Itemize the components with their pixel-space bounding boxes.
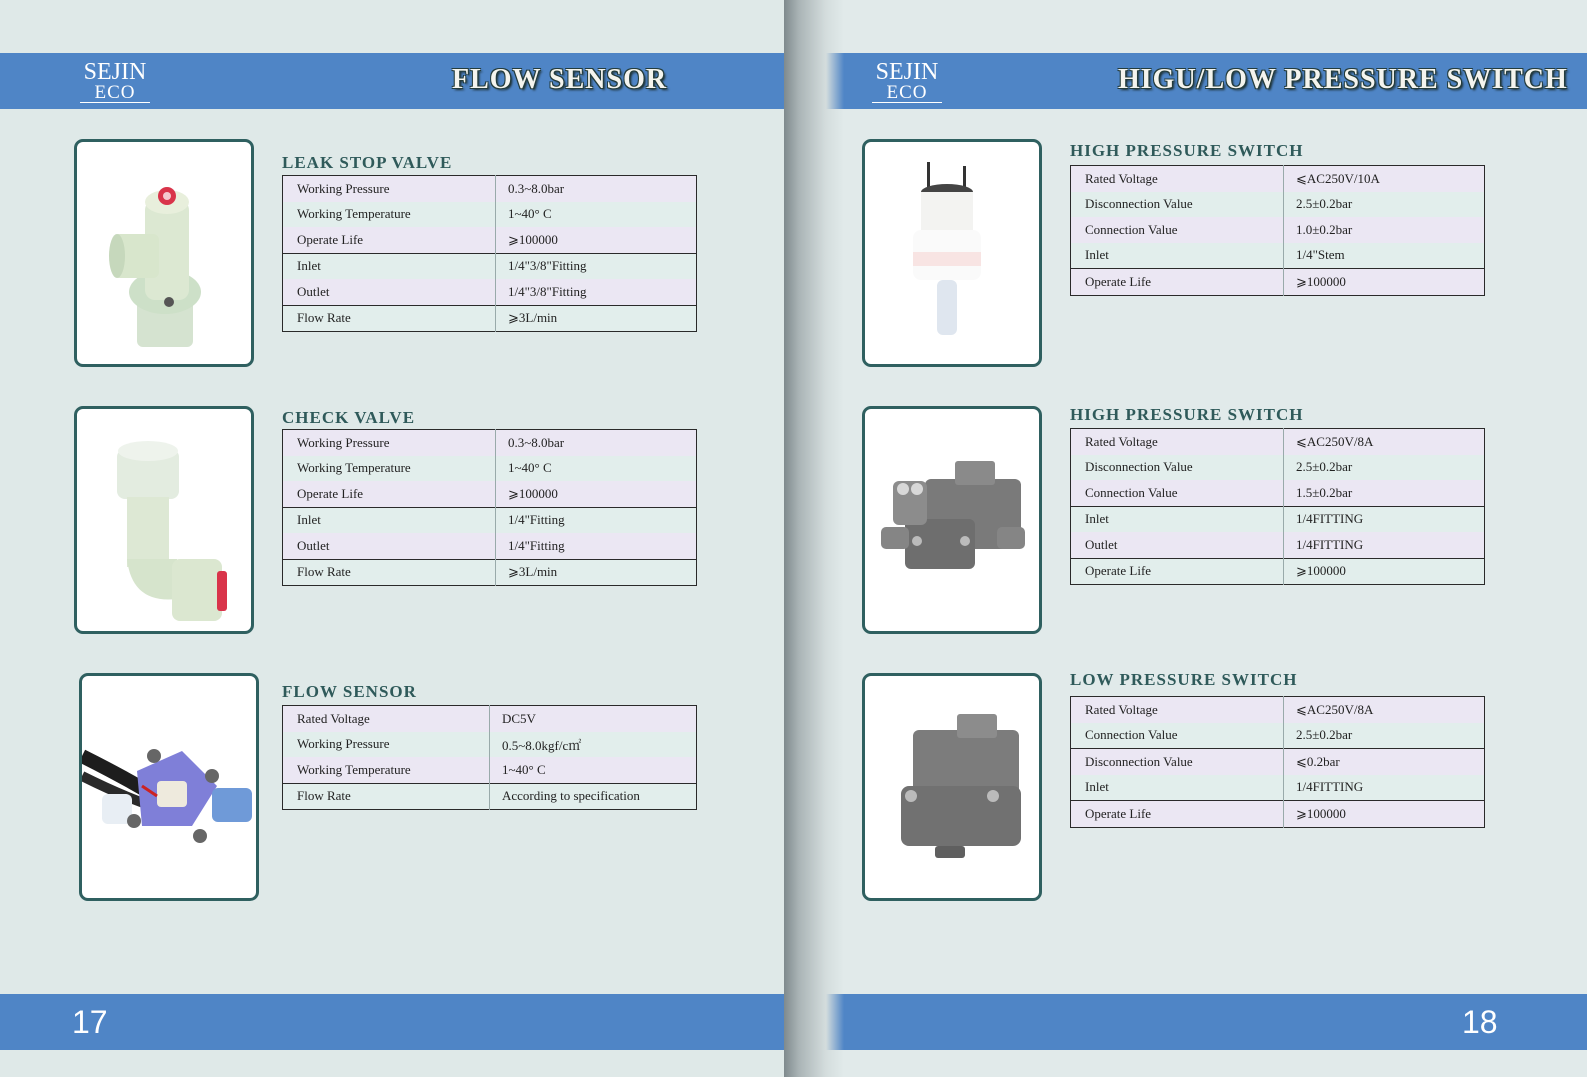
table-row: Operate Life ⩾100000 [1071, 269, 1485, 296]
table-row: Disconnection Value ⩽0.2bar [1071, 749, 1485, 775]
spec-table-check-valve [282, 429, 697, 586]
table-row: Inlet 1/4"3/8"Fitting [283, 253, 697, 279]
high-pressure-switch-2-picture [865, 409, 1039, 631]
table-row: Rated Voltage DC5V [283, 706, 697, 732]
table-row: Flow Rate According to specification [283, 783, 697, 810]
spec-table-low-pressure-switch [1070, 696, 1485, 828]
table-row: Working Pressure 0.3~8.0bar [283, 430, 697, 456]
table-row: Working Pressure 0.3~8.0bar [283, 176, 697, 202]
product-title: FLOW SENSOR [282, 682, 417, 701]
product-image-high-pressure-switch-2 [862, 406, 1042, 634]
table-row: Operate Life ⩾100000 [1071, 558, 1485, 585]
right-page [792, 0, 1587, 1077]
footer-band [0, 994, 792, 1050]
table-row: Working Temperature 1~40° C [283, 202, 697, 228]
page-number: 18 [1462, 1004, 1498, 1040]
table-row: Working Temperature 1~40° C [283, 456, 697, 482]
low-pressure-switch-picture [865, 676, 1039, 898]
table-row: Outlet 1/4"3/8"Fitting [283, 279, 697, 305]
page-title: HIGU/LOW PRESSURE SWITCH [1118, 64, 1568, 95]
page-number: 17 [72, 1004, 108, 1040]
product-image-high-pressure-switch-1 [862, 139, 1042, 367]
table-row: Inlet 1/4"Stem [1071, 243, 1485, 269]
spec-table-high-pressure-switch-2 [1070, 428, 1485, 585]
table-row: Operate Life ⩾100000 [1071, 801, 1485, 828]
brand-logo: SEJIN ECO [80, 60, 150, 103]
table-row: Working Temperature 1~40° C [283, 757, 697, 783]
table-row: Operate Life ⩾100000 [283, 481, 697, 507]
product-image-check-valve [74, 406, 254, 634]
product-title: LOW PRESSURE SWITCH [1070, 670, 1298, 689]
table-row: Flow Rate ⩾3L/min [283, 305, 697, 332]
table-row: Outlet 1/4FITTING [1071, 532, 1485, 558]
product-image-flow-sensor [79, 673, 259, 901]
table-row: Inlet 1/4FITTING [1071, 506, 1485, 532]
check-valve-picture [77, 409, 251, 631]
table-row: Connection Value 1.5±0.2bar [1071, 480, 1485, 506]
flow-sensor-picture [82, 676, 256, 898]
product-image-leak-stop-valve [74, 139, 254, 367]
product-image-low-pressure-switch [862, 673, 1042, 901]
table-row: Inlet 1/4"Fitting [283, 507, 697, 533]
product-title: HIGH PRESSURE SWITCH [1070, 405, 1304, 424]
spec-table-leak-stop-valve [282, 175, 697, 332]
table-row: Rated Voltage ⩽AC250V/10A [1071, 166, 1485, 192]
table-row: Operate Life ⩾100000 [283, 227, 697, 253]
table-row: Rated Voltage ⩽AC250V/8A [1071, 429, 1485, 455]
table-row: Inlet 1/4FITTING [1071, 775, 1485, 801]
table-row: Outlet 1/4"Fitting [283, 533, 697, 559]
left-page [0, 0, 792, 1077]
high-pressure-switch-1-picture [865, 142, 1039, 364]
leak-stop-valve-picture [77, 142, 251, 364]
product-title: LEAK STOP VALVE [282, 153, 453, 172]
product-title: HIGH PRESSURE SWITCH [1070, 141, 1304, 160]
table-row: Working Pressure 0.5~8.0kgf/c㎡ [283, 732, 697, 758]
spec-table-flow-sensor [282, 705, 697, 810]
book-gutter-shadow [784, 0, 844, 1077]
brand-logo: SEJIN ECO [872, 60, 942, 103]
table-row: Connection Value 2.5±0.2bar [1071, 723, 1485, 749]
page-title: FLOW SENSOR [452, 64, 668, 95]
table-row: Flow Rate ⩾3L/min [283, 559, 697, 586]
table-row: Disconnection Value 2.5±0.2bar [1071, 455, 1485, 481]
table-row: Connection Value 1.0±0.2bar [1071, 217, 1485, 243]
product-title: CHECK VALVE [282, 408, 416, 427]
table-row: Rated Voltage ⩽AC250V/8A [1071, 697, 1485, 723]
spec-table-high-pressure-switch-1 [1070, 165, 1485, 296]
table-row: Disconnection Value 2.5±0.2bar [1071, 192, 1485, 218]
